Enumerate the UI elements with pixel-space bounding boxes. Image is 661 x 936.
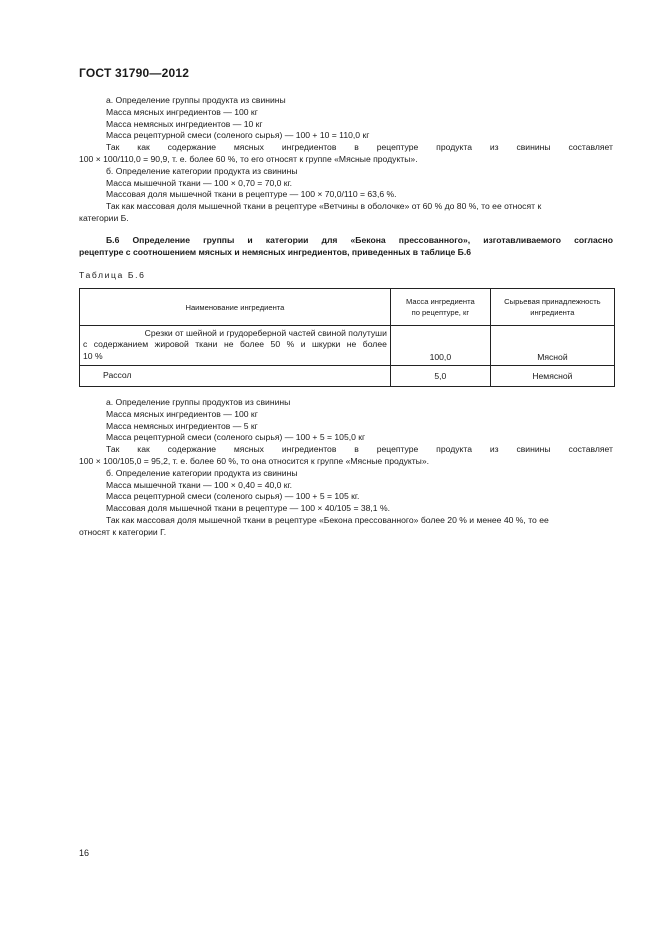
text-line: категории Б. <box>79 212 129 223</box>
text-line: Так как массовая доля мышечной ткани в рецептуре «Бекона прессованного» более 20 % и менее 40 %, то ее <box>106 514 549 525</box>
ingredients-table <box>79 288 615 387</box>
text-line: Так как массовая доля мышечной ткани в рецептуре «Ветчины в оболочке» от 60 % до 80 %, то ее относят к <box>106 201 542 212</box>
text-line: относят к категории Г. <box>79 526 167 537</box>
ingredient-name-line: 10 % <box>83 350 103 361</box>
mass-cell: 100,0 <box>390 326 490 366</box>
calculation-block-bacon <box>79 397 613 539</box>
table-caption: Таблица Б.6 <box>79 270 146 280</box>
text-line: Масса мышечной ткани — 100 × 0,40 = 40,0 кг. <box>106 479 293 490</box>
text-line: Масса рецептурной смеси (соленого сырья) — 100 + 5 = 105,0 кг <box>106 432 366 443</box>
text-line: 100 × 100/105,0 = 95,2, т. е. более 60 %, то она относится к группе «Мясные продукты». <box>79 455 430 466</box>
type-cell: Мясной <box>490 326 614 366</box>
ingredient-name-cell: Рассол <box>80 365 391 386</box>
column-header-ingredient: Наименование ингредиента <box>80 289 391 326</box>
column-header-type: Сырьевая принадлежность ингредиента <box>490 289 614 326</box>
text-line: Масса мышечной ткани — 100 × 0,70 = 70,0 кг. <box>106 177 293 188</box>
text-line: Так как содержание мясных ингредиентов в рецептуре продукта из свинины составляет <box>106 142 613 153</box>
heading-line: рецептуре с соотношением мясных и немясных ингредиентов, приведенных в таблице Б.6 <box>79 246 471 257</box>
text-line: Масса немясных ингредиентов — 5 кг <box>106 420 258 431</box>
text-line: Масса рецептурной смеси (соленого сырья) — 100 + 5 = 105 кг. <box>106 491 360 502</box>
text-line: Масса мясных ингредиентов — 100 кг <box>106 106 258 117</box>
text-line: б. Определение категории продукта из свинины <box>106 165 298 176</box>
table-row <box>80 326 615 366</box>
text-line: Масса мясных ингредиентов — 100 кг <box>106 408 258 419</box>
ingredient-name-line: с содержанием жировой ткани не более 50 % и шкурки не более <box>83 339 387 350</box>
text-line: 100 × 100/110,0 = 90,9, т. е. более 60 %, то его относят к группе «Мясные продукты». <box>79 153 418 164</box>
text-line: а. Определение группы продукта из свинины <box>106 95 286 105</box>
calculation-block-ham <box>79 95 613 225</box>
type-cell: Немясной <box>490 365 614 386</box>
page-number: 16 <box>79 848 90 858</box>
table-row <box>80 365 615 386</box>
ingredient-name-line: Срезки от шейной и грудореберной частей свиной полутуши <box>144 328 387 338</box>
text-line: Масса немясных ингредиентов — 10 кг <box>106 118 263 129</box>
text-line: Масса рецептурной смеси (соленого сырья) — 100 + 10 = 110,0 кг <box>106 130 370 141</box>
document-code-header: ГОСТ 31790—2012 <box>79 66 190 80</box>
text-line: Так как содержание мясных ингредиентов в рецептуре продукта из свинины составляет <box>106 444 613 455</box>
mass-cell: 5,0 <box>390 365 490 386</box>
table-header-row <box>80 289 615 326</box>
text-line: а. Определение группы продуктов из свинины <box>106 397 291 407</box>
column-header-mass: Масса ингредиента по рецептуре, кг <box>390 289 490 326</box>
ingredient-name-cell <box>80 326 391 366</box>
heading-line: Б.6 Определение группы и категории для «Бекона прессованного», изготавливаемого согласно <box>106 235 613 245</box>
section-heading-b6 <box>79 235 613 259</box>
text-line: Массовая доля мышечной ткани в рецептуре — 100 × 40/105 = 38,1 %. <box>106 503 391 514</box>
text-line: б. Определение категории продукта из свинины <box>106 467 298 478</box>
text-line: Массовая доля мышечной ткани в рецептуре — 100 × 70,0/110 = 63,6 %. <box>106 189 397 200</box>
